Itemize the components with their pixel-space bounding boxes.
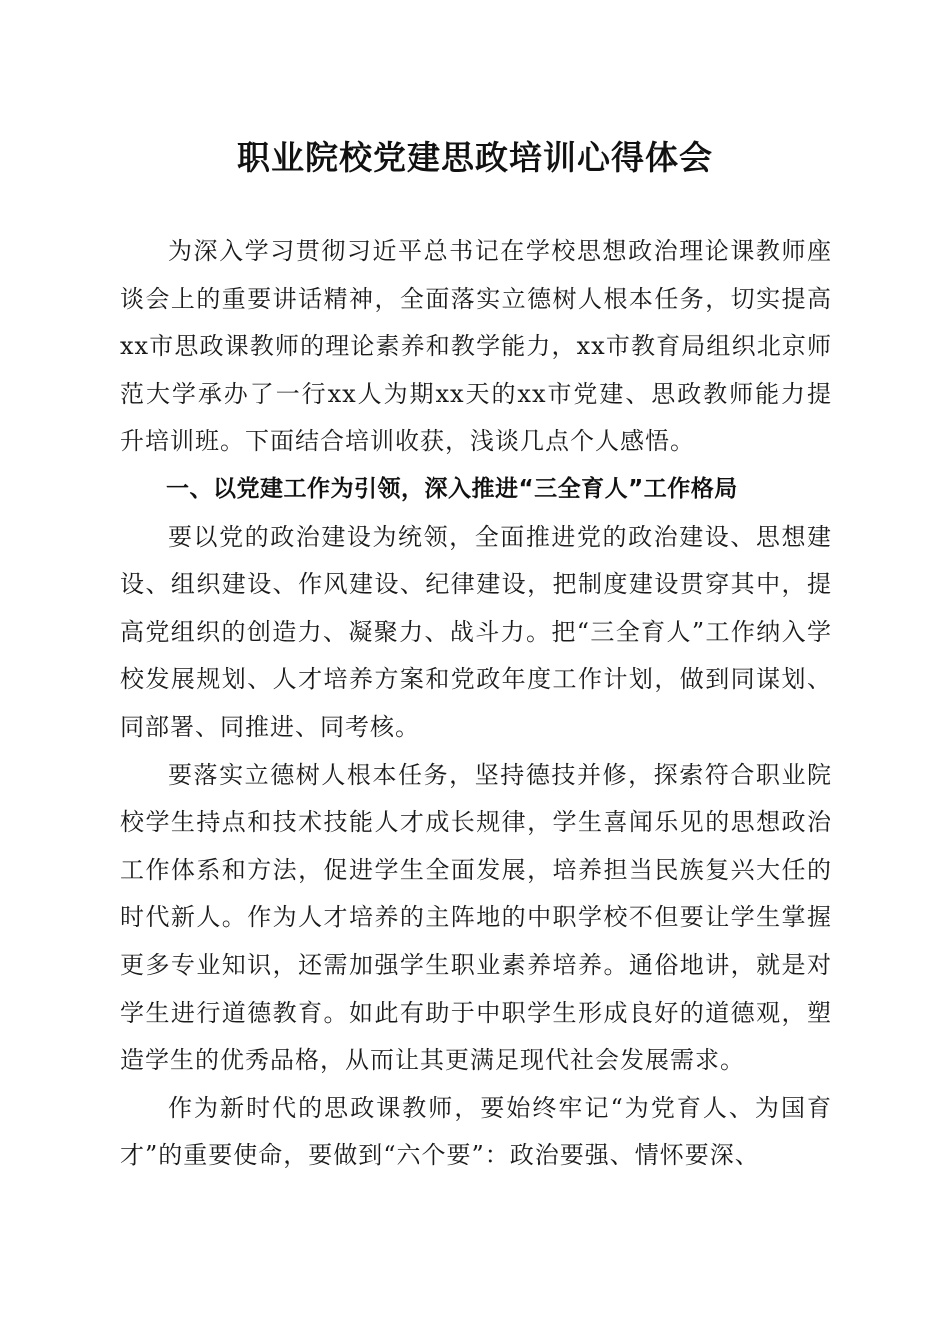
document-title: 职业院校党建思政培训心得体会: [237, 138, 713, 177]
intro-paragraph: 为深入学习贯彻习近平总书记在学校思想政治理论课教师座谈会上的重要讲话精神，全面落实立德树人根本任务，切实提高xx市思政课教师的理论素养和教学能力，xx市教育局组织北京师范大学承办了一行xx人为期xx天的xx市党建、思政教师能力提升培训班。下面结合培训收获，浅谈几点个人感悟。: [120, 237, 832, 456]
section-heading-1: 一、以党建工作为引领，深入推进“三全育人”工作格局: [166, 475, 738, 502]
body-paragraph-2: 要落实立德树人根本任务，坚持德技并修，探索符合职业院校学生持点和技术技能人才成长规律，学生喜闻乐见的思想政治工作体系和方法，促进学生全面发展，培养担当民族复兴大任的时代新人。作为人才培养的主阵地的中职学校不但要让学生掌握更多专业知识，还需加强学生职业素养培养。通俗地讲，就是对学生进行道德教育。如此有助于中职学生形成良好的道德观，塑造学生的优秀品格，从而让其更满足现代社会发展需求。: [120, 760, 832, 1075]
document-body: [120, 228, 832, 1180]
body-paragraph-1: 要以党的政治建设为统领，全面推进党的政治建设、思想建设、组织建设、作风建设、纪律建设，把制度建设贯穿其中，提高党组织的创造力、凝聚力、战斗力。把“三全育人”工作纳入学校发展规划、人才培养方案和党政年度工作计划，做到同谋划、同部署、同推进、同考核。: [120, 522, 832, 741]
body-paragraph-3: 作为新时代的思政课教师，要始终牢记“为党育人、为国育才”的重要使命，要做到“六个要”：政治要强、情怀要深、: [120, 1093, 832, 1170]
